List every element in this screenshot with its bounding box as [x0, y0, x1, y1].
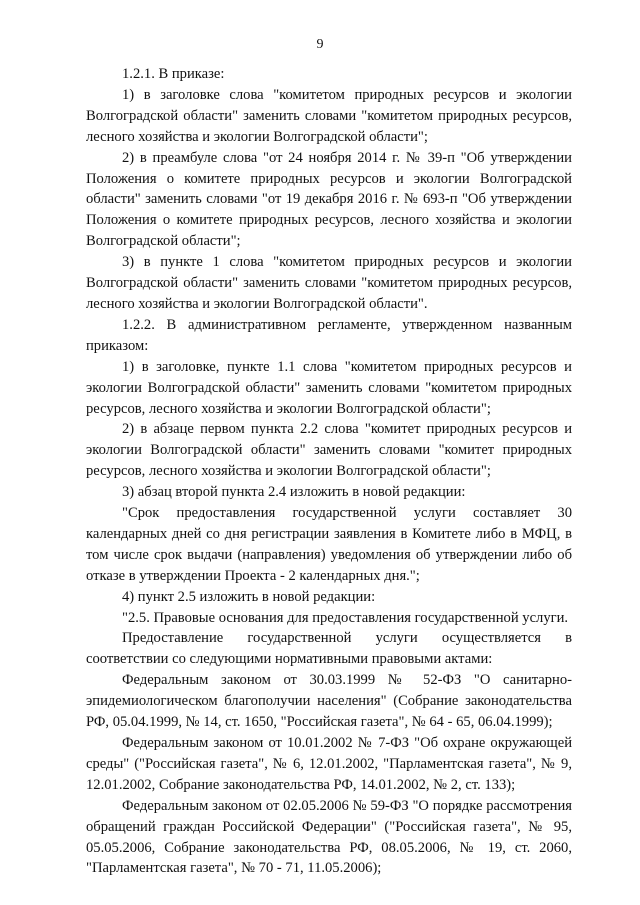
page-number: 9: [316, 37, 324, 52]
paragraph-2-5-heading: "2.5. Правовые основания для предоставления государственной услуги.: [122, 609, 569, 626]
paragraph-regulation-item-2: 2) в абзаце первом пункта 2.2 слова "комитет природных ресурсов и экологии Волгоградской области" заменить словами "комитет природных ресурсов, лесного хозяйства и экологии Волгоградской области";: [86, 421, 572, 480]
paragraph-item-2-preamble: 2) в преамбуле слова "от 24 ноября 2014 г. № 39-п "Об утверждении Положения о комитете природных ресурсов и экологии Волгоградской области" заменить словами "от 19 декабря 2016 г. № 693-п "Об утверждении Положения о комитете природных ресурсов, лесного хозяйства и экологии Волгоградской области";: [86, 149, 572, 250]
paragraph-1-2-1-heading: 1.2.1. В приказе:: [122, 66, 225, 82]
paragraph-item-1-title: 1) в заголовке слова "комитетом природных ресурсов и экологии Волгоградской области" заменить словами "комитетом природных ресурсов, лесного хозяйства и экологии Волгоградской области";: [86, 86, 572, 145]
paragraph-law-52-fz: Федеральным законом от 30.03.1999 № 52-ФЗ "О санитарно-эпидемиологическом благополучии населения" (Собрание законодательства РФ, 05.04.1999, № 14, ст. 1650, "Российская газета", № 64 - 65, 06.04.1999);: [86, 672, 572, 731]
document-body: [86, 64, 572, 879]
paragraph-item-3-point-1: 3) в пункте 1 слова "комитетом природных ресурсов и экологии Волгоградской области" заменить словами "комитетом природных ресурсов, лесного хозяйства и экологии Волгоградской области".: [86, 254, 572, 312]
paragraph-regulation-item-3: 3) абзац второй пункта 2.4 изложить в новой редакции:: [122, 484, 466, 501]
paragraph-law-59-fz: Федеральным законом от 02.05.2006 № 59-ФЗ "О порядке рассмотрения обращений граждан Российской Федерации" ("Российская газета", № 95, 05.05.2006, Собрание законодательства РФ, 08.05.2006, № 19, ст. 2060, "Парламентская газета", № 70 - 71, 11.05.2006);: [86, 797, 572, 877]
paragraph-legal-basis-intro: Предоставление государственной услуги осуществляется в соответствии со следующими нормативными правовыми актами:: [86, 630, 572, 668]
paragraph-law-7-fz: Федеральным законом от 10.01.2002 № 7-ФЗ "Об охране окружающей среды" ("Российская газета", № 6, 12.01.2002, "Парламентская газета", № 9, 12.01.2002, Собрание законодательства РФ, 14.01.2002, № 2, ст. 133);: [86, 735, 572, 793]
paragraph-regulation-item-1: 1) в заголовке, пункте 1.1 слова "комитетом природных ресурсов и экологии Волгоградской области" заменить словами "комитетом природных ресурсов, лесного хозяйства и экологии Волгоградской области";: [86, 358, 572, 417]
paragraph-1-2-2-heading: 1.2.2. В административном регламенте, утвержденном названным приказом:: [86, 316, 572, 354]
paragraph-regulation-item-4: 4) пункт 2.5 изложить в новой редакции:: [122, 588, 376, 605]
paragraph-deadline-quote: "Срок предоставления государственной услуги составляет 30 календарных дней со дня регистрации заявления в Комитете либо в МФЦ, в том числе срок выдачи (направления) уведомления об утверждении либо об отказе в утверждении Проекта - 2 календарных дня.";: [86, 505, 572, 584]
